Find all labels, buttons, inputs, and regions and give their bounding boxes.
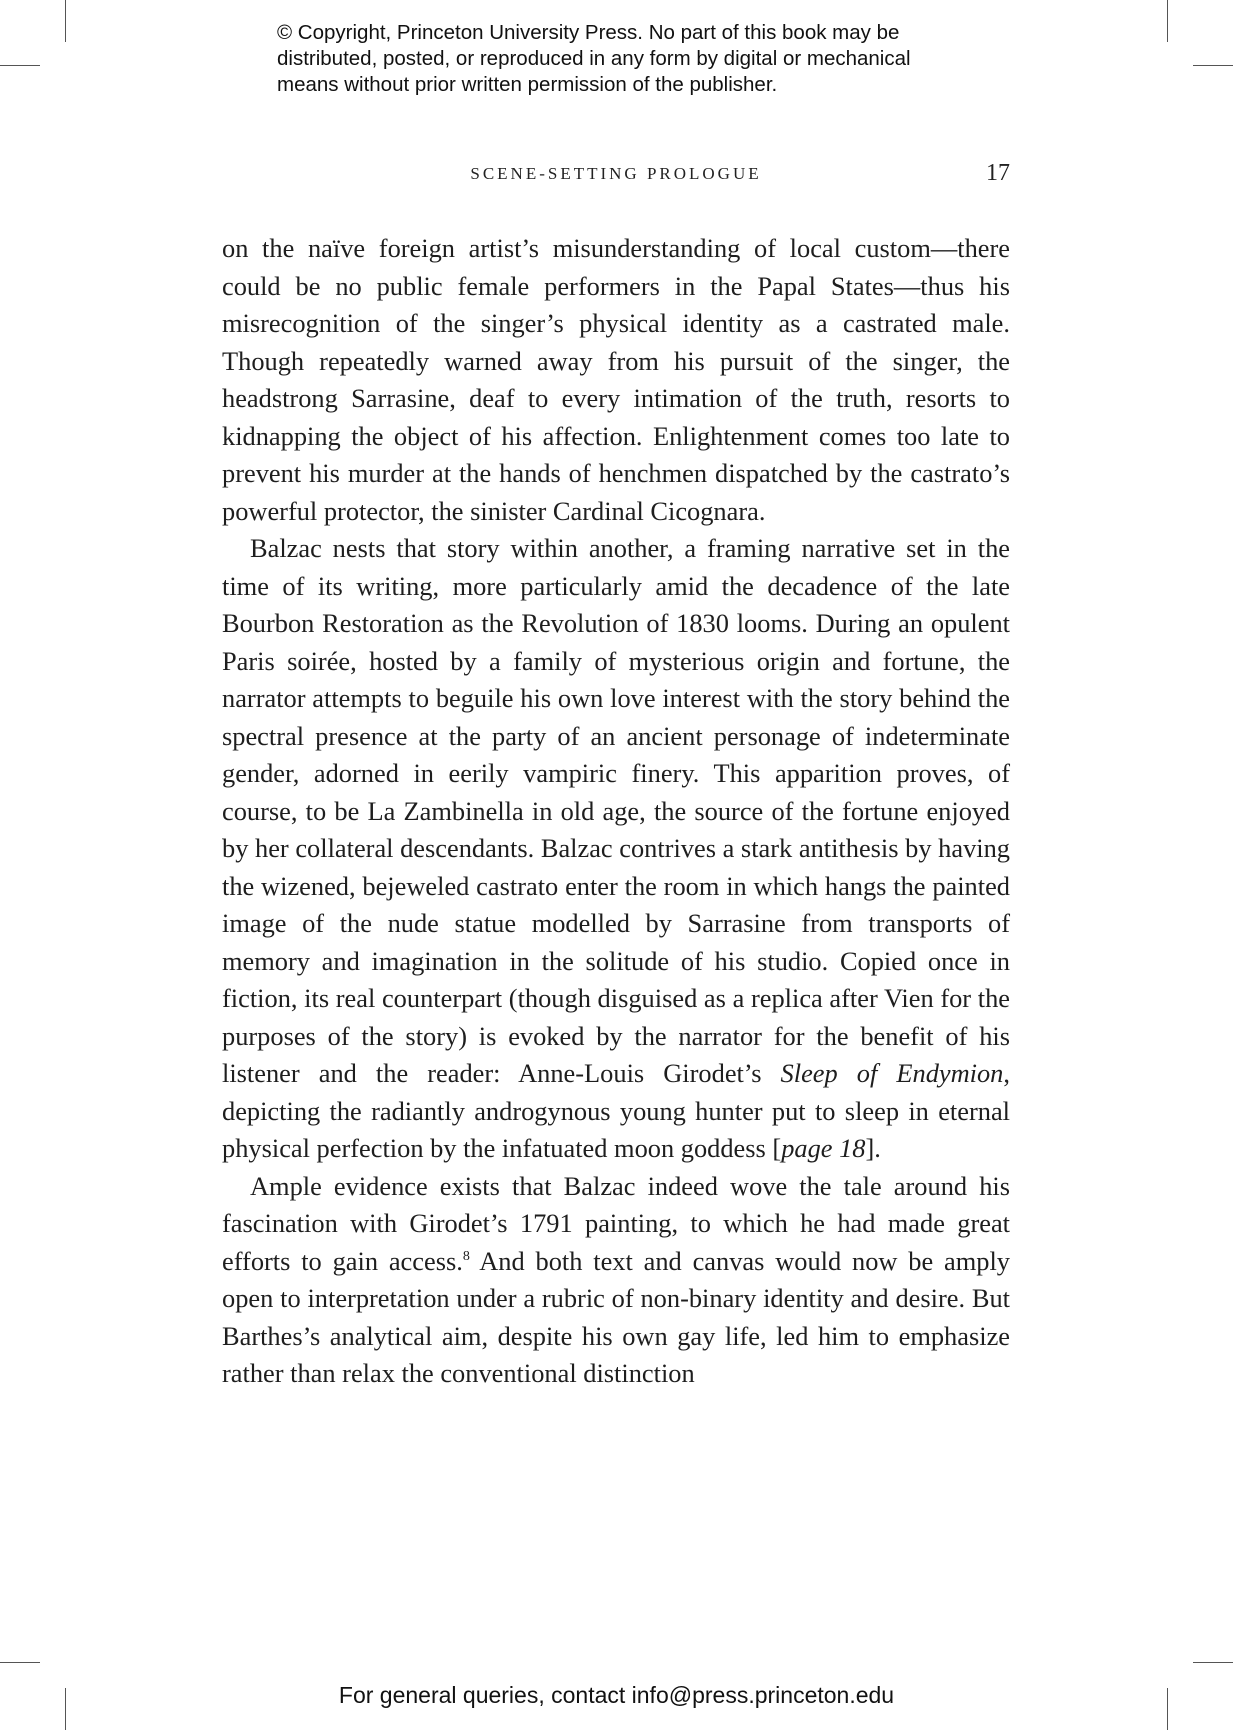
copyright-line-2: distributed, posted, or reproduced in any form by digital or mechanical (277, 47, 911, 70)
crop-mark-top-left (65, 0, 66, 42)
paragraph-2-text-middle: , depicting the radiantly androgynous young hunter put to sleep in eternal physical perfection by the infatuated moon goddess [ (222, 1058, 1010, 1163)
body-text (222, 230, 1010, 1393)
paragraph-2 (222, 530, 1010, 1168)
page-reference: page 18 (781, 1133, 866, 1163)
footnote-reference[interactable]: 8 (462, 1248, 470, 1264)
paragraph-3-text-end: And both text and canvas would now be amply open to interpretation under a rubric of non-binary identity and desire. But Barthes’s analytical aim, despite his own gay life, led him to emphasize rather than relax the conventional distinction (222, 1245, 1010, 1388)
paragraph-3 (222, 1168, 1010, 1393)
paragraph-2-text-end: ]. (865, 1133, 881, 1163)
copyright-line-3: means without prior written permission of the publisher. (277, 73, 778, 96)
contact-footer: For general queries, contact info@press.princeton.edu (338, 1682, 895, 1708)
paragraph-1: on the naïve foreign artist’s misunderstanding of local custom—there could be no public female performers in the Papal States—thus his misrecognition of the singer’s physical identity as a castrated male. Though repeatedly warned away from his pursuit of the singer, the headstrong Sarrasine, deaf to every intimation of the truth, resorts to kidnapping the object of his affection. Enlightenment comes too late to prevent his murder at the hands of henchmen dispatched by the castrato’s powerful protector, the sinister Cardinal Cicognara. (222, 233, 1010, 526)
crop-mark-top-left-h (0, 65, 40, 66)
copyright-notice (277, 20, 1017, 98)
paragraph-3-text-start: Ample evidence exists that Balzac indeed wove the tale around his fascination with Girodet’s 1791 painting, to which he had made great efforts to gain access. (222, 1170, 1010, 1276)
crop-mark-bottom-right-h (1193, 1662, 1233, 1663)
crop-mark-bottom-left-h (0, 1662, 40, 1663)
chapter-title: SCENE-SETTING PROLOGUE (470, 164, 762, 183)
crop-mark-top-right-h (1193, 65, 1233, 66)
running-head (222, 160, 1010, 190)
page-number: 17 (986, 160, 1010, 186)
crop-mark-top-right (1167, 0, 1168, 42)
copyright-line-1: © Copyright, Princeton University Press. No part of this book may be (277, 21, 900, 44)
painting-title: Sleep of Endymion (780, 1058, 1004, 1088)
paragraph-2-text-start: Balzac nests that story within another, a framing narrative set in the time of its writing, more particularly amid the decadence of the late Bourbon Restoration as the Revolution of 1830 looms. During an opulent Paris soirée, hosted by a family of mysterious origin and fortune, the narrator attempts to beguile his own love interest with the story behind the spectral presence at the party of an ancient personage of indeterminate gender, adorned in eerily vampiric finery. This apparition proves, of course, to be La Zambinella in old age, the source of the fortune enjoyed by her collateral descendants. Balzac contrives a stark antithesis by having the wizened, bejeweled castrato enter the room in which hangs the painted image of the nude statue modelled by Sarrasine from transports of memory and imagination in the solitude of his studio. Copied once in fiction, its real counterpart (though disguised as a replica after Vien for the purposes of the story) is evoked by the narrator for the benefit of his listener and the reader: Anne-Louis Girodet’s (222, 533, 1010, 1088)
